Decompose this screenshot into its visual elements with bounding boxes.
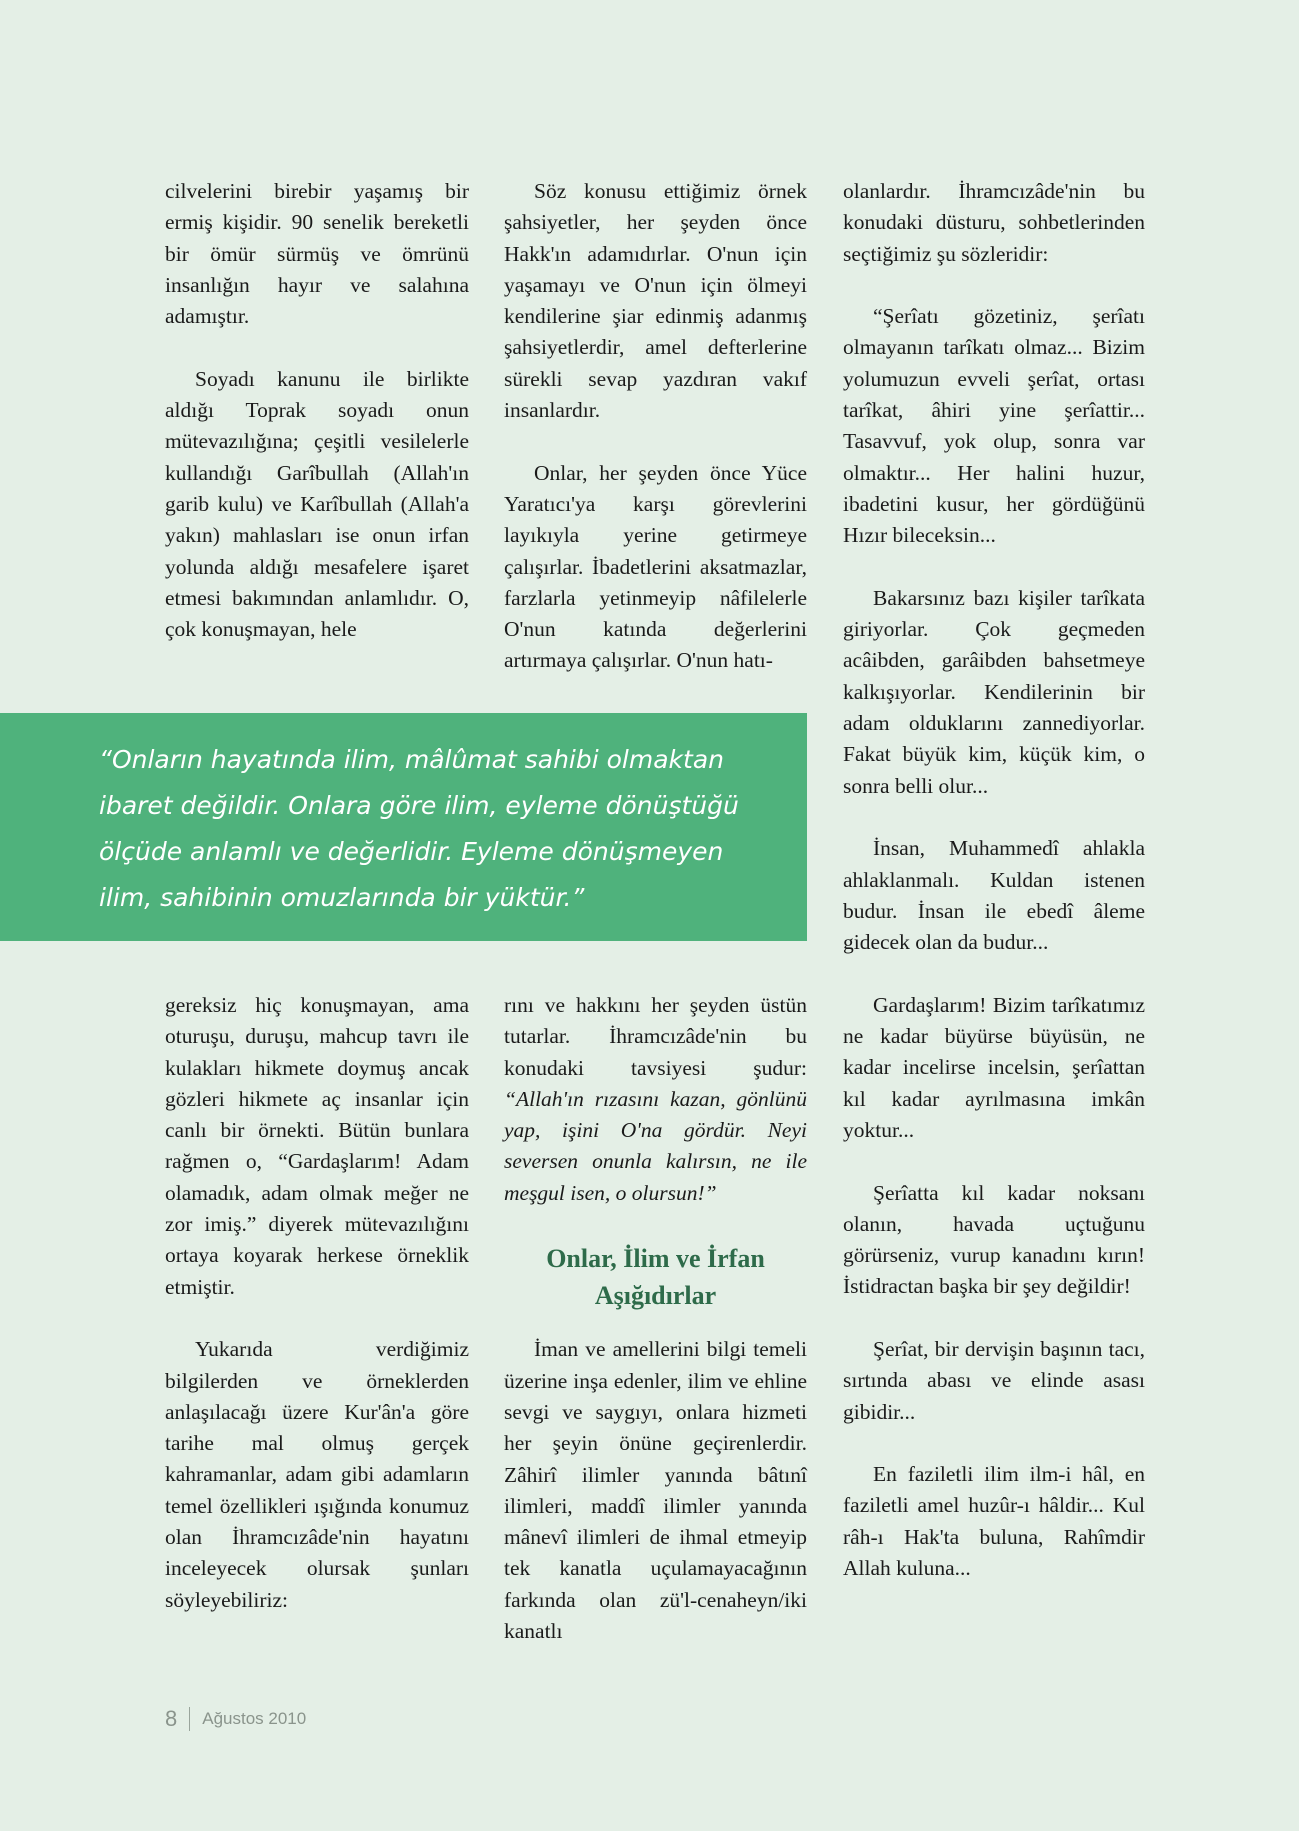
paragraph: Soyadı kanunu ile birlikte aldığı Toprak soyadı onun mütevazılığına; çeşitli vesilelerle kullandığı Garîbullah (Allah'ın garib kulu) ve Karîbullah (Allah'a yakın) mahlasları ise onun irfan yolunda aldığı mesafelere işaret etmesi bakımından anlamlıdır. O, çok konuşmayan, hele [165, 366, 469, 642]
paragraph: “Şerîatı gözetiniz, şerîatı olmayanın tarîkatı olmaz... Bizim yolumuzun evveli şerîat, ortası tarîkat, âhiri yine şerîattir... Tasavvuf, yok olup, sonra var olmaktır... Her halini huzur, ibadetini kusur, her gördüğünü Hızır bileceksin... [843, 304, 1145, 548]
pull-quote: “Onların hayatında ilim, mâlûmat sahibi olmaktan ibaret değildir. Onlara göre ilim, eyleme dönüştüğü ölçüde anlamlı ve değerlidir. Eyleme dönüşmeyen ilim, sahibinin omuzlarında bir yüktür.” [99, 745, 739, 912]
quoted-advice: “Allah'ın rızasını kazan, gönlünü yap, işini O'na gördür. Neyi seversen onunla kalırsın, ne ile meşgul isen, o olursun!” [504, 1086, 807, 1205]
paragraph: gereksiz hiç konuşmayan, ama oturuşu, duruşu, mahcup tavrı ile kulakları hikmete doymuş ancak gözleri hikmete aç insanlar için canlı bir örnekti. Bütün bunlara rağmen o, “Gardaşlarım! Adam olamadık, adam olmak meğer ne zor imiş.” diyerek mütevazılığını ortaya koyarak herkese örneklik etmiştir. [165, 993, 469, 1299]
paragraph: Şerîat, bir dervişin başının tacı, sırtında abası ve elinde asası gibidir... [843, 1336, 1145, 1424]
column-2-top [504, 176, 807, 677]
paragraph [504, 990, 807, 1209]
paragraph: İman ve amellerini bilgi temeli üzerine inşa edenler, ilim ve ehline sevgi ve saygıyı, onlara hizmeti her şeyin önüne geçirenlerdir. Zâhirî ilimler yanında bâtınî ilimleri, maddî ilimler yanında mânevî ilimleri de ihmal etmeyip tek kanatla uçulamayacağının farkında olan zü'l-cenaheyn/iki kanatlı [504, 1337, 807, 1644]
column-3 [843, 176, 1145, 1584]
paragraph: Onlar, her şeyden önce Yüce Yaratıcı'ya karşı görevlerini layıkıyla yerine getirmeye çalışırlar. İbadetlerini aksatmazlar, farzlarla yetinmeyip nâfilelerle O'nun katında değerlerini artırmaya çalışırlar. O'nun hatı- [504, 460, 807, 673]
pull-quote-box [0, 713, 807, 941]
column-2-bottom [504, 990, 807, 1647]
page-number: 8 [165, 1706, 178, 1731]
footer-divider [189, 1707, 190, 1731]
column-1-top [165, 176, 469, 645]
paragraph: En faziletli ilim ilm-i hâl, en faziletli amel huzûr-ı hâldir... Kul râh-ı Hak'ta buluna, Rahîmdir Allah kuluna... [843, 1462, 1145, 1581]
paragraph: olanlardır. İhramcızâde'nin bu konudaki düsturu, sohbetlerinden seçtiğimiz şu sözleridir: [843, 179, 1145, 266]
issue-date: Ağustos 2010 [202, 1709, 307, 1728]
paragraph: Şerîatta kıl kadar noksanı olanın, havada uçtuğunu görürseniz, vurup kanadını kırın! İstidractan başka bir şey değildir! [843, 1180, 1145, 1299]
page-footer [165, 1706, 306, 1732]
paragraph: Söz konusu ettiğimiz örnek şahsiyetler, her şeyden önce Hakk'ın adamıdırlar. O'nun için yaşamayı ve O'nun için ölmeyi kendilerine şiar edinmiş adanmış şahsiyetlerdir, amel defterlerine sürekli sevap yazdıran vakıf insanlardır. [504, 179, 807, 423]
paragraph: Yukarıda verdiğimiz bilgilerden ve örneklerden anlaşılacağı üzere Kur'ân'a göre tarihe mal olmuş gerçek kahramanlar, adam gibi adamların temel özellikleri ışığında konumuz olan İhramcızâde'nin hayatını inceleyecek olursak şunları söyleyebiliriz: [165, 1337, 469, 1612]
paragraph: Gardaşlarım! Bizim tarîkatımız ne kadar büyürse büyüsün, ne kadar incelirse incelsin, şerîattan kıl kadar ayrılmasına imkân yoktur... [843, 992, 1145, 1142]
section-heading: Onlar, İlim ve İrfan Aşığıdırlar [546, 1244, 765, 1311]
paragraph: Bakarsınız bazı kişiler tarîkata giriyorlar. Çok geçmeden acâibden, garâibden bahsetmeye kalkışıyorlar. Kendilerinin bir adam olduklarını zannediyorlar. Fakat büyük kim, küçük kim, o sonra belli olur... [843, 585, 1145, 798]
paragraph: İnsan, Muhammedî ahlakla ahlaklanmalı. Kuldan istenen budur. İnsan ile ebedî âleme gidecek olan da budur... [843, 836, 1145, 955]
paragraph: cilvelerini birebir yaşamış bir ermiş kişidir. 90 senelik bereketli bir ömür sürmüş ve ömrünü insanlığın hayır ve salahına adamıştır. [165, 179, 469, 329]
column-1-bottom [165, 990, 469, 1616]
paragraph-text: rını ve hakkını her şeyden üstün tutarlar. İhramcızâde'nin bu konudaki tavsiyesi şudur: [504, 993, 807, 1080]
